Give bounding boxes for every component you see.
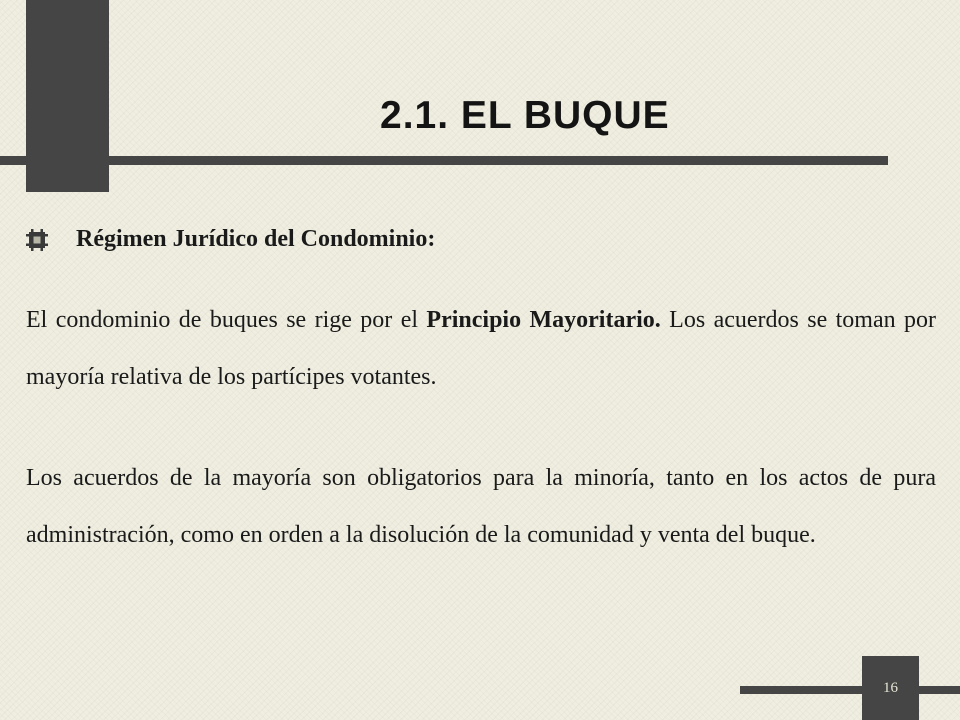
decorative-horizontal-bar-bottom [740,686,960,694]
section-heading: Régimen Jurídico del Condominio: [76,226,436,252]
slide-title: 2.1. EL BUQUE [380,94,670,137]
paragraph1-text-start: El condominio de buques se rige por el [26,307,427,333]
square-bullet-icon [26,229,48,251]
paragraph-principio-mayoritario [26,292,936,406]
slide-number: 16 [883,680,898,696]
paragraph1-bold-term: Principio Mayoritario. [426,307,661,333]
paragraph-acuerdos-mayoria: Los acuerdos de la mayoría son obligatorios para la minoría, tanto en los actos de pura administración, como en orden a la disolución de la comunidad y venta del buque. [26,465,936,548]
decorative-horizontal-bar-top [0,156,888,165]
heading-row [26,226,435,253]
paragraph1-text-end: Los acuerdos se toman por mayoría relativa de los partícipes votantes. [26,307,937,390]
